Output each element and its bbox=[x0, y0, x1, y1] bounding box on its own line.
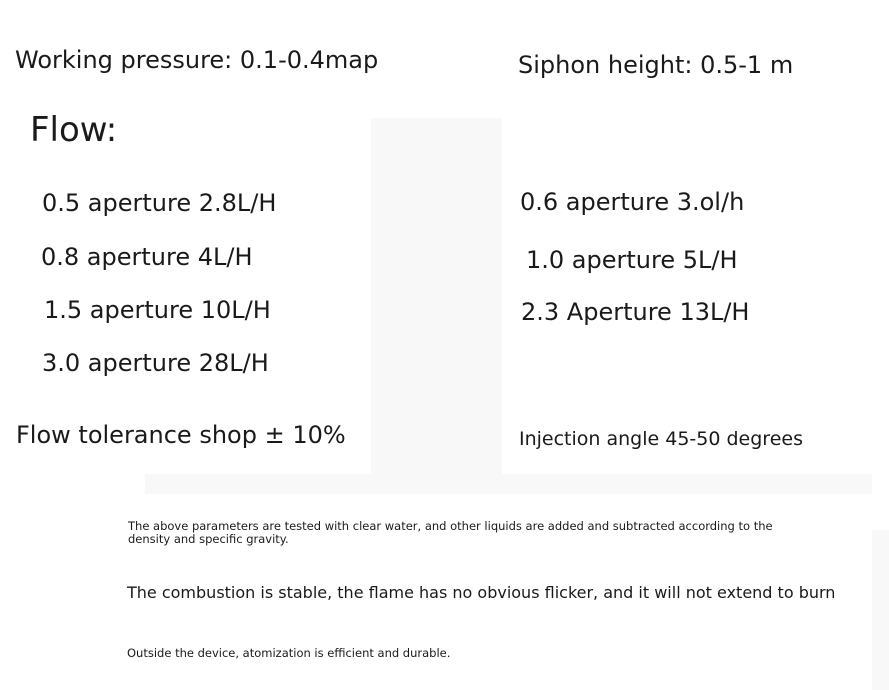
outside-device-text: Outside the device, atomization is efficient and durable. bbox=[127, 646, 451, 660]
background-panel-right bbox=[872, 530, 889, 690]
flow-item-2-3: 2.3 Aperture 13L/H bbox=[521, 298, 750, 326]
injection-angle-text: Injection angle 45-50 degrees bbox=[519, 428, 803, 450]
flow-item-1-0: 1.0 aperture 5L/H bbox=[526, 246, 738, 274]
flow-tolerance-text: Flow tolerance shop ± 10% bbox=[16, 421, 346, 449]
flow-heading: Flow: bbox=[30, 110, 118, 150]
flow-item-0-8: 0.8 aperture 4L/H bbox=[41, 243, 253, 271]
background-panel-center bbox=[371, 118, 502, 474]
background-panel-wide bbox=[145, 474, 872, 494]
flow-item-0-6: 0.6 aperture 3.ol/h bbox=[520, 188, 745, 216]
flow-item-1-5: 1.5 aperture 10L/H bbox=[44, 296, 271, 324]
flow-item-0-5: 0.5 aperture 2.8L/H bbox=[42, 189, 277, 217]
siphon-height-text: Siphon height: 0.5-1 m bbox=[518, 51, 794, 79]
combustion-text: The combustion is stable, the flame has no obvious flicker, and it will not extend to burn bbox=[127, 583, 836, 602]
flow-item-3-0: 3.0 aperture 28L/H bbox=[42, 349, 269, 377]
test-note-text: The above parameters are tested with clear water, and other liquids are added and subtracted according to the density and specific gravity. bbox=[128, 519, 773, 547]
working-pressure-text: Working pressure: 0.1-0.4map bbox=[15, 46, 379, 74]
